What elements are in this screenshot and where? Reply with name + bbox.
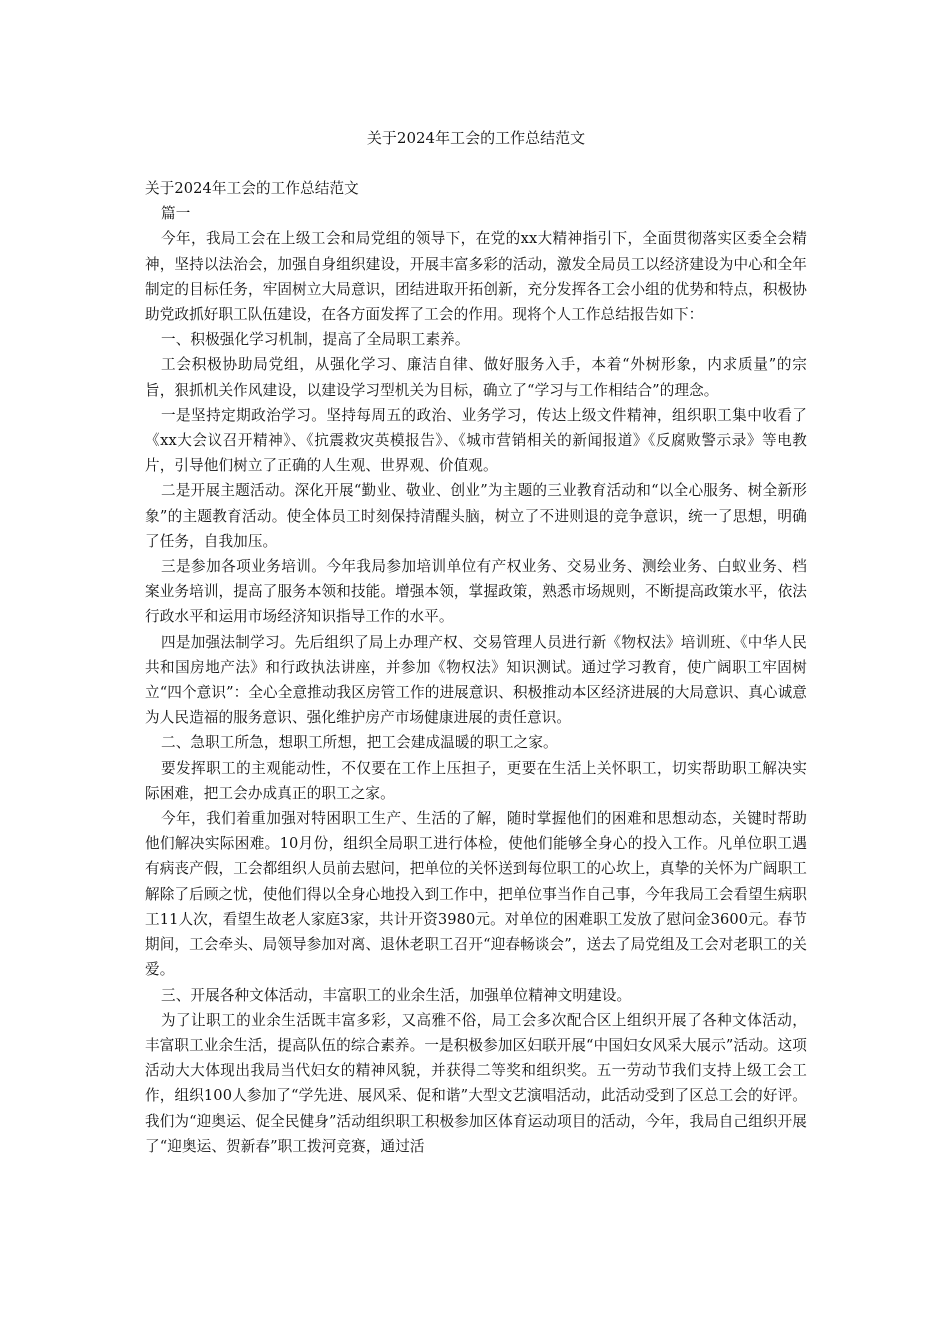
section-heading: 一、积极强化学习机制，提高了全局职工素养。 bbox=[161, 331, 470, 349]
paragraph: 二是开展主题活动。深化开展“勤业、敬业、创业”为主题的三业教育活动和“以全心服务、树全新形象”的主题教育活动。使全体员工时刻保持清醒头脑，树立了不进则退的竞争意识，统一了思想，明确了任务，自我加压。 bbox=[145, 482, 807, 550]
paragraph: 工会积极协助局党组，从强化学习、廉洁自律、做好服务入手，本着“外树形象，内求质量”的宗旨，狠抓机关作风建设，以建设学习型机关为目标，确立了“学习与工作相结合”的理念。 bbox=[145, 356, 807, 399]
document-title: 关于2024年工会的工作总结范文 bbox=[366, 129, 586, 147]
document-subtitle: 关于2024年工会的工作总结范文 bbox=[145, 180, 359, 197]
paragraph: 今年，我局工会在上级工会和局党组的领导下，在党的xx大精神指引下，全面贯彻落实区委全会精神，坚持以法治会，加强自身组织建设，开展丰富多彩的活动，激发全局员工以经济建设为中心和全年制定的目标任务，牢固树立大局意识，团结进取开拓创新，充分发挥各工会小组的优势和特点，积极协助党政抓好职工队伍建设，在各方面发挥了工会的作用。现将个人工作总结报告如下： bbox=[145, 230, 807, 324]
paragraph: 为了让职工的业余生活既丰富多彩，又高雅不俗，局工会多次配合区上组织开展了各种文体活动，丰富职工业余生活，提高队伍的综合素养。一是积极参加区妇联开展“中国妇女风采大展示”活动。这项活动大大体现出我局当代妇女的精神风貌，并获得二等奖和组织奖。五一劳动节我们支持上级工会工作，组织100人参加了“学先进、展风采、促和谐”大型文艺演唱活动，此活动受到了区总工会的好评。我们为“迎奥运、促全民健身”活动组织职工积极参加区体育运动项目的活动，今年，我局自己组织开展了“迎奥运、贺新春”职工拨河竞赛，通过活 bbox=[145, 1011, 807, 1155]
paragraph: 要发挥职工的主观能动性，不仅要在工作上压担子，更要在生活上关怀职工，切实帮助职工解决实际困难，把工会办成真正的职工之家。 bbox=[145, 759, 807, 802]
section-heading: 三、开展各种文体活动，丰富职工的业余生活，加强单位精神文明建设。 bbox=[161, 986, 632, 1004]
part-label: 篇一 bbox=[161, 205, 191, 223]
section-heading: 二、急职工所急，想职工所想，把工会建成温暖的职工之家。 bbox=[161, 734, 558, 752]
paragraph: 三是参加各项业务培训。今年我局参加培训单位有产权业务、交易业务、测绘业务、白蚁业务、档案业务培训，提高了服务本领和技能。增强本领，掌握政策，熟悉市场规则，不断提高政策水平，依法行政水平和运用市场经济知识指导工作的水平。 bbox=[145, 558, 807, 626]
paragraph: 今年，我们着重加强对特困职工生产、生活的了解，随时掌握他们的困难和思想动态，关键时帮助他们解决实际困难。10月份，组织全局职工进行体检，使他们能够全身心的投入工作。凡单位职工遇有病丧产假，工会都组织人员前去慰问，把单位的关怀送到每位职工的心坎上，真挚的关怀为广阔职工解除了后顾之忧，使他们得以全身心地投入到工作中，把单位事当作自己事，今年我局工会看望生病职工11人次，看望生故老人家庭3家，共计开资3980元。对单位的困难职工发放了慰问金3600元。春节期间，工会牵头、局领导参加对离、退休老职工召开“迎春畅谈会”，送去了局党组及工会对老职工的关爱。 bbox=[145, 810, 807, 979]
paragraph: 一是坚持定期政治学习。坚持每周五的政治、业务学习，传达上级文件精神，组织职工集中收看了《xx大会议召开精神》、《抗震救灾英模报告》、《城市营销相关的新闻报道》《反腐败警示录》等电教片，引导他们树立了正确的人生观、世界观、价值观。 bbox=[145, 406, 807, 475]
paragraph: 四是加强法制学习。先后组织了局上办理产权、交易管理人员进行新《物权法》培训班、《中华人民共和国房地产法》和行政执法讲座，并参加《物权法》知识测试。通过学习教育，使广阔职工牢固树立“四个意识”：全心全意推动我区房管工作的进展意识、积极推动本区经济进展的大局意识、真心诚意为人民造福的服务意识、强化维护房产市场健康进展的责任意识。 bbox=[145, 633, 807, 727]
document-body bbox=[145, 176, 807, 1159]
